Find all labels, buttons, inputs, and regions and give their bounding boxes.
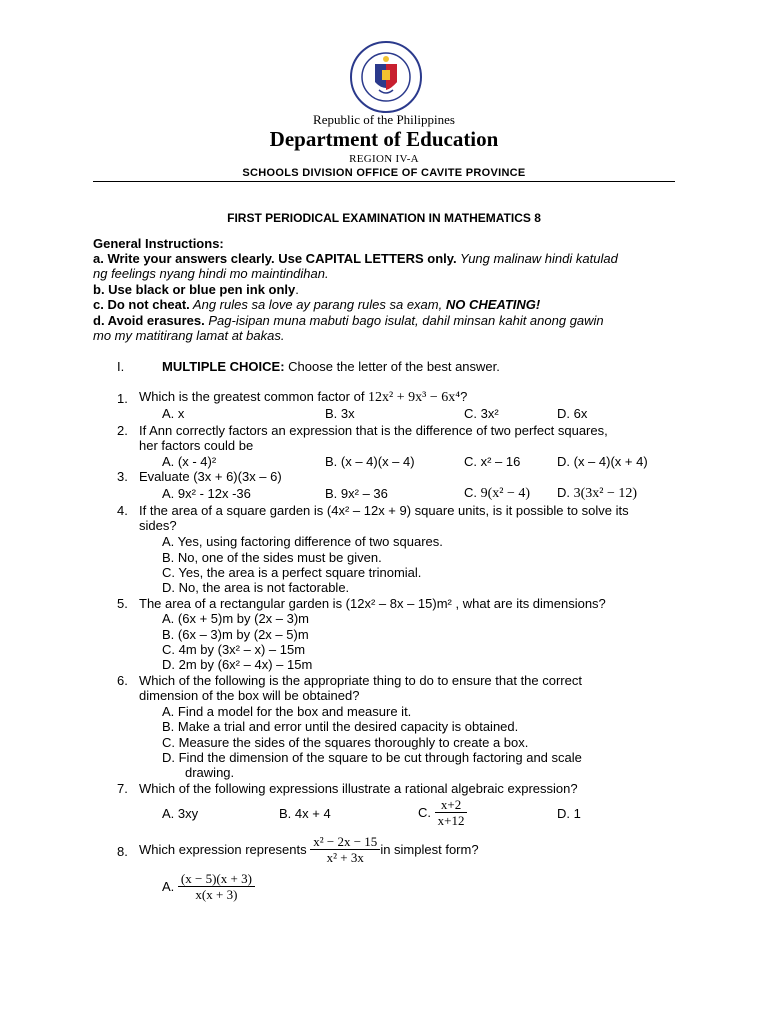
q6-stem-line1: Which of the following is the appropriate thing to do to ensure that the correct: [139, 673, 582, 688]
q4-stem-line2: sides?: [139, 518, 177, 533]
q3-option-d: D. 3(3x² − 12): [557, 485, 638, 501]
q3-stem: Evaluate (3x + 6)(3x – 6): [139, 469, 282, 484]
q7-option-c-fraction: $\frac{x+2}{x+12}$: [435, 797, 468, 828]
q5-option-b: B. (6x – 3)m by (2x – 5)m: [162, 627, 309, 642]
q7-option-b: B. 4x + 4: [279, 806, 331, 821]
instructions-heading: General Instructions:: [93, 236, 224, 251]
q4-number: 4.: [117, 503, 128, 518]
q8-stem: Which expression represents $\frac{\text{x² − 2x − 15}}{\text{x² + 3x}}$ in simplest form?: [139, 834, 479, 865]
region-label: REGION IV-A: [349, 153, 419, 165]
q5-stem: The area of a rectangular garden is (12x² – 8x – 15)m² , what are its dimensions?: [139, 596, 606, 611]
division-label: SCHOOLS DIVISION OFFICE OF CAVITE PROVINCE: [242, 167, 526, 179]
q1-option-d: D. 6x: [557, 406, 588, 421]
q2-number: 2.: [117, 423, 128, 438]
instruction-d: d. Avoid erasures. Pag-isipan muna mabuti bago isulat, dahil minsan kahit anong gawin: [93, 313, 604, 328]
q4-option-b: B. No, one of the sides must be given.: [162, 550, 382, 565]
instruction-a: a. Write your answers clearly. Use CAPITAL LETTERS only. Yung malinaw hindi katulad: [93, 251, 618, 266]
deped-seal: [349, 40, 423, 114]
section-numeral: I.: [117, 359, 125, 374]
q6-option-d-continued: drawing.: [185, 765, 235, 780]
q7-number: 7.: [117, 781, 128, 796]
q6-number: 6.: [117, 673, 128, 688]
q2-option-a: A. (x - 4)²: [162, 454, 217, 469]
q8-option-a-fraction: $\frac{(x - 5)(x + 3)}{x(x + 3)}$: [178, 871, 255, 902]
q5-option-a: A. (6x + 5)m by (2x – 3)m: [162, 611, 310, 626]
q3-option-a: A. 9x² - 12x -36: [162, 486, 251, 501]
q3-number: 3.: [117, 469, 128, 484]
q2-option-d: D. (x – 4)(x + 4): [557, 454, 648, 469]
department-title: Department of Education: [269, 127, 499, 151]
q1-option-c: C. 3x²: [464, 406, 499, 421]
q4-option-c: C. Yes, the area is a perfect square trinomial.: [162, 565, 422, 580]
q8-expression-fraction: $\frac{\text{x² − 2x − 15}}{\text{x² + 3x}}$: [310, 834, 380, 865]
q6-option-c: C. Measure the sides of the squares thoroughly to create a box.: [162, 735, 529, 750]
q8-option-a: A. $\frac{(x - 5)(x + 3)}{x(x + 3)}$: [162, 871, 255, 902]
q3-option-b: B. 9x² – 36: [325, 486, 388, 501]
q8-number: 8.: [117, 844, 128, 859]
q2-stem-line1: If Ann correctly factors an expression that is the difference of two perfect squares,: [139, 423, 608, 438]
q1-number: 1.: [117, 391, 128, 406]
q2-stem-line2: her factors could be: [139, 438, 254, 453]
q7-option-a: A. 3xy: [162, 806, 199, 821]
q6-stem-line2: dimension of the box will be obtained?: [139, 688, 360, 703]
q4-stem-line1: If the area of a square garden is (4x² – 12x + 9) square units, is it possible to solve its: [139, 503, 629, 518]
q6-option-a: A. Find a model for the box and measure it.: [162, 704, 412, 719]
q5-option-d: D. 2m by (6x² – 4x) – 15m: [162, 657, 313, 672]
instruction-a-continued: ng feelings nyang hindi mo maintindihan.: [93, 266, 329, 281]
q1-option-a: A. x: [162, 406, 185, 421]
instruction-d-continued: mo my matitirang lamat at bakas.: [93, 328, 285, 343]
q6-option-b: B. Make a trial and error until the desired capacity is obtained.: [162, 719, 519, 734]
q3-option-c: C. 9(x² − 4): [464, 485, 531, 501]
exam-title: FIRST PERIODICAL EXAMINATION IN MATHEMATICS 8: [227, 211, 541, 225]
q5-number: 5.: [117, 596, 128, 611]
q2-option-b: B. (x – 4)(x – 4): [325, 454, 415, 469]
header-divider: [93, 181, 675, 182]
instruction-b: b. Use black or blue pen ink only.: [93, 282, 299, 297]
q7-option-c: C. $\frac{x+2}{x+12}$: [418, 797, 467, 828]
q5-option-c: C. 4m by (3x² – x) – 15m: [162, 642, 306, 657]
q6-option-d: D. Find the dimension of the square to be cut through factoring and scale: [162, 750, 582, 765]
instruction-c: c. Do not cheat. Ang rules sa love ay parang rules sa exam, NO CHEATING!: [93, 297, 541, 312]
republic-label: Republic of the Philippines: [313, 112, 455, 127]
q7-option-d: D. 1: [557, 806, 581, 821]
section-title: MULTIPLE CHOICE: Choose the letter of the best answer.: [162, 359, 500, 374]
q4-option-d: D. No, the area is not factorable.: [162, 580, 350, 595]
q1-stem: Which is the greatest common factor of 12x² + 9x³ − 6x⁴?: [139, 389, 468, 405]
q2-option-c: C. x² – 16: [464, 454, 521, 469]
q7-stem: Which of the following expressions illustrate a rational algebraic expression?: [139, 781, 578, 796]
q1-expression: 12x² + 9x³ − 6x⁴: [368, 390, 461, 405]
q1-option-b: B. 3x: [325, 406, 355, 421]
q4-option-a: A. Yes, using factoring difference of two squares.: [162, 534, 443, 549]
